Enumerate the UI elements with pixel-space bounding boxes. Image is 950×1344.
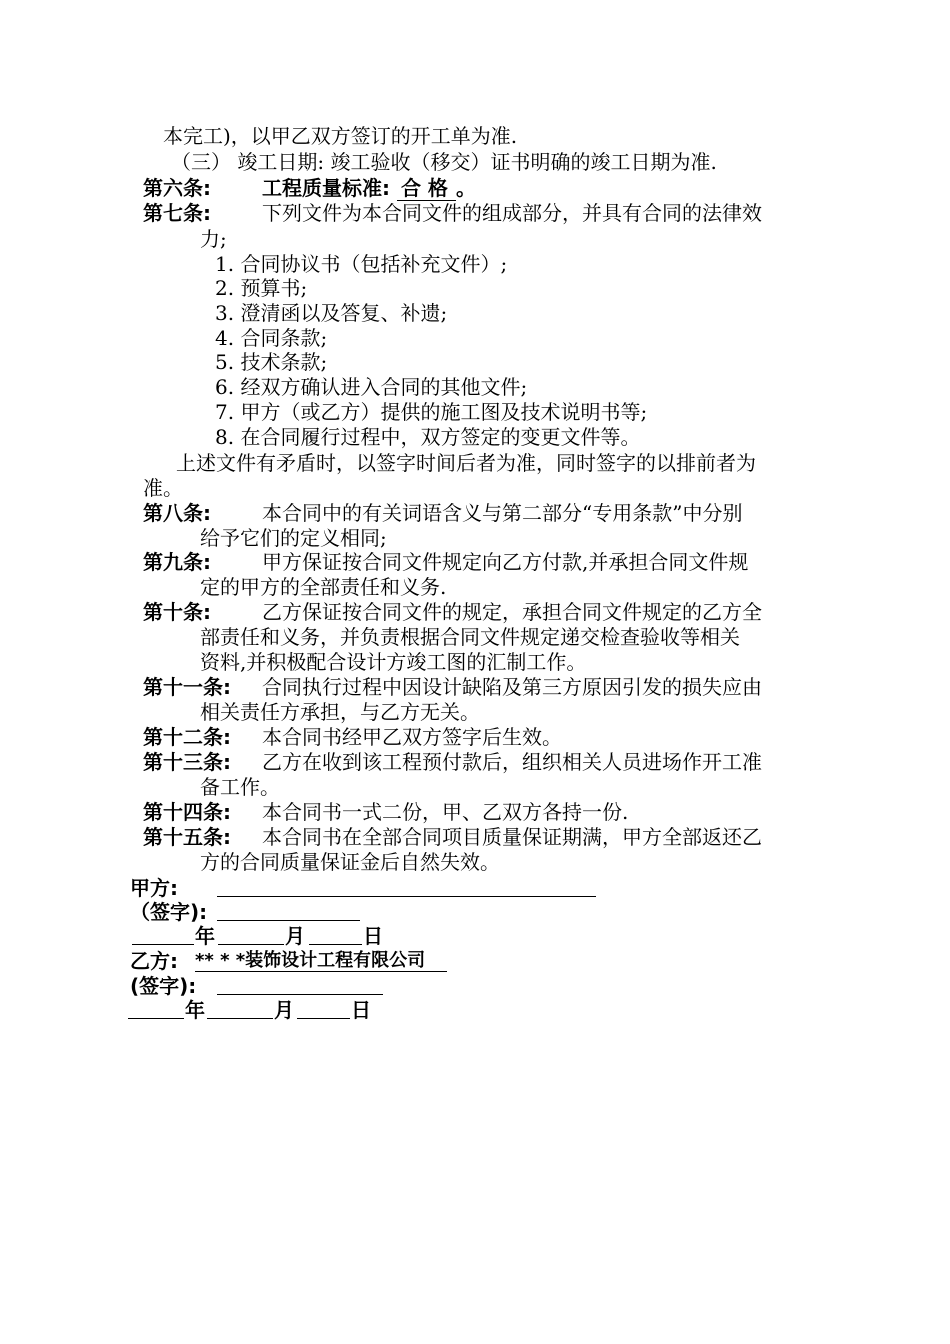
- list-item: 8. 在合同履行过程中，双方签定的变更文件等。: [215, 425, 641, 449]
- date-b-day: 日: [351, 998, 371, 1022]
- date-a-day-line: [309, 922, 362, 945]
- date-a-month-line: [218, 922, 284, 945]
- list-item: 5. 技术条款;: [215, 350, 328, 374]
- quality-standard-value: 合 格: [397, 176, 456, 201]
- article-label: 第十条:: [143, 600, 211, 624]
- date-b-year-line: [128, 996, 184, 1019]
- article-text: 方的合同质量保证金后自然失效。: [200, 850, 500, 874]
- list-item: 3. 澄清函以及答复、补遗;: [215, 301, 448, 325]
- article-6: [143, 176, 476, 200]
- sign-b-line: [217, 972, 383, 995]
- sign-b-label: (签字):: [130, 974, 197, 998]
- party-a-label: 甲方:: [130, 876, 178, 900]
- text-line: 本完工)，以甲乙双方签订的开工单为准.: [163, 124, 518, 148]
- date-a-day: 日: [363, 924, 383, 948]
- date-b-month: 月: [274, 998, 294, 1022]
- text-line: 准。: [143, 476, 183, 500]
- article-label: 第十五条:: [143, 825, 231, 849]
- article-text: 乙方在收到该工程预付款后，组织相关人员进场作开工准: [262, 750, 762, 774]
- article-text: 本合同书一式二份，甲、乙双方各持一份.: [262, 800, 629, 824]
- party-b-label: 乙方:: [130, 949, 178, 973]
- text-line: （三） 竣工日期: 竣工验收（移交）证书明确的竣工日期为准.: [171, 150, 717, 174]
- article-label: 第十一条:: [143, 675, 231, 699]
- date-b-day-line: [297, 996, 350, 1019]
- party-b-name-wrap: [195, 949, 447, 973]
- party-a-row: [130, 876, 178, 900]
- article-label: 第六条:: [143, 176, 211, 200]
- article-text: 资料,并积极配合设计方竣工图的汇制工作。: [200, 650, 587, 674]
- article-text: 力;: [200, 227, 227, 251]
- article-label: 第七条:: [143, 201, 211, 225]
- text-line: 上述文件有矛盾时，以签字时间后者为准，同时签字的以排前者为: [176, 451, 756, 475]
- list-item: 1. 合同协议书（包括补充文件）;: [215, 252, 508, 276]
- quality-standard-label: 工程质量标准:: [262, 176, 390, 200]
- article-label: 第八条:: [143, 501, 211, 525]
- date-b-month-line: [207, 996, 273, 1019]
- article-text: 本合同书经甲乙双方签字后生效。: [262, 725, 562, 749]
- article-label: 第九条:: [143, 550, 211, 574]
- sign-a-line: [217, 898, 360, 921]
- article-text: [262, 176, 476, 200]
- article-label: 第十二条:: [143, 725, 231, 749]
- date-b-year: 年: [185, 998, 205, 1022]
- article-text: 甲方保证按合同文件规定向乙方付款,并承担合同文件规: [262, 550, 749, 574]
- article-label: 第十四条:: [143, 800, 231, 824]
- article-text: 定的甲方的全部责任和义务.: [200, 575, 447, 599]
- party-b-row: [130, 949, 178, 973]
- list-item: 2. 预算书;: [215, 276, 308, 300]
- article-label: 第十三条:: [143, 750, 231, 774]
- party-b-name: ** * *装饰设计工程有限公司: [195, 950, 447, 972]
- article-text: 本合同中的有关词语含义与第二部分“专用条款”中分别: [262, 501, 743, 525]
- date-a-month: 月: [285, 924, 305, 948]
- article-text: 本合同书在全部合同项目质量保证期满，甲方全部返还乙: [262, 825, 762, 849]
- list-item: 7. 甲方（或乙方）提供的施工图及技术说明书等;: [215, 400, 648, 424]
- article-7: [143, 201, 211, 225]
- article-end: 。: [455, 176, 476, 200]
- list-item: 6. 经双方确认进入合同的其他文件;: [215, 375, 528, 399]
- sign-a-row: [130, 900, 207, 924]
- sign-a-label: （签字):: [130, 900, 208, 924]
- article-text: 给予它们的定义相同;: [200, 526, 387, 550]
- article-text: 下列文件为本合同文件的组成部分，并具有合同的法律效: [262, 201, 762, 225]
- list-item: 4. 合同条款;: [215, 326, 328, 350]
- article-text: 相关责任方承担，与乙方无关。: [200, 700, 480, 724]
- party-a-line: [217, 874, 596, 897]
- article-text: 部责任和义务，并负责根据合同文件规定递交检查验收等相关: [200, 625, 740, 649]
- article-text: 乙方保证按合同文件的规定，承担合同文件规定的乙方全: [262, 600, 762, 624]
- article-text: 合同执行过程中因设计缺陷及第三方原因引发的损失应由: [262, 675, 762, 699]
- date-a-year: 年: [195, 924, 215, 948]
- article-text: 备工作。: [200, 775, 280, 799]
- sign-b-row: [130, 974, 196, 998]
- date-a-year-line: [132, 922, 194, 945]
